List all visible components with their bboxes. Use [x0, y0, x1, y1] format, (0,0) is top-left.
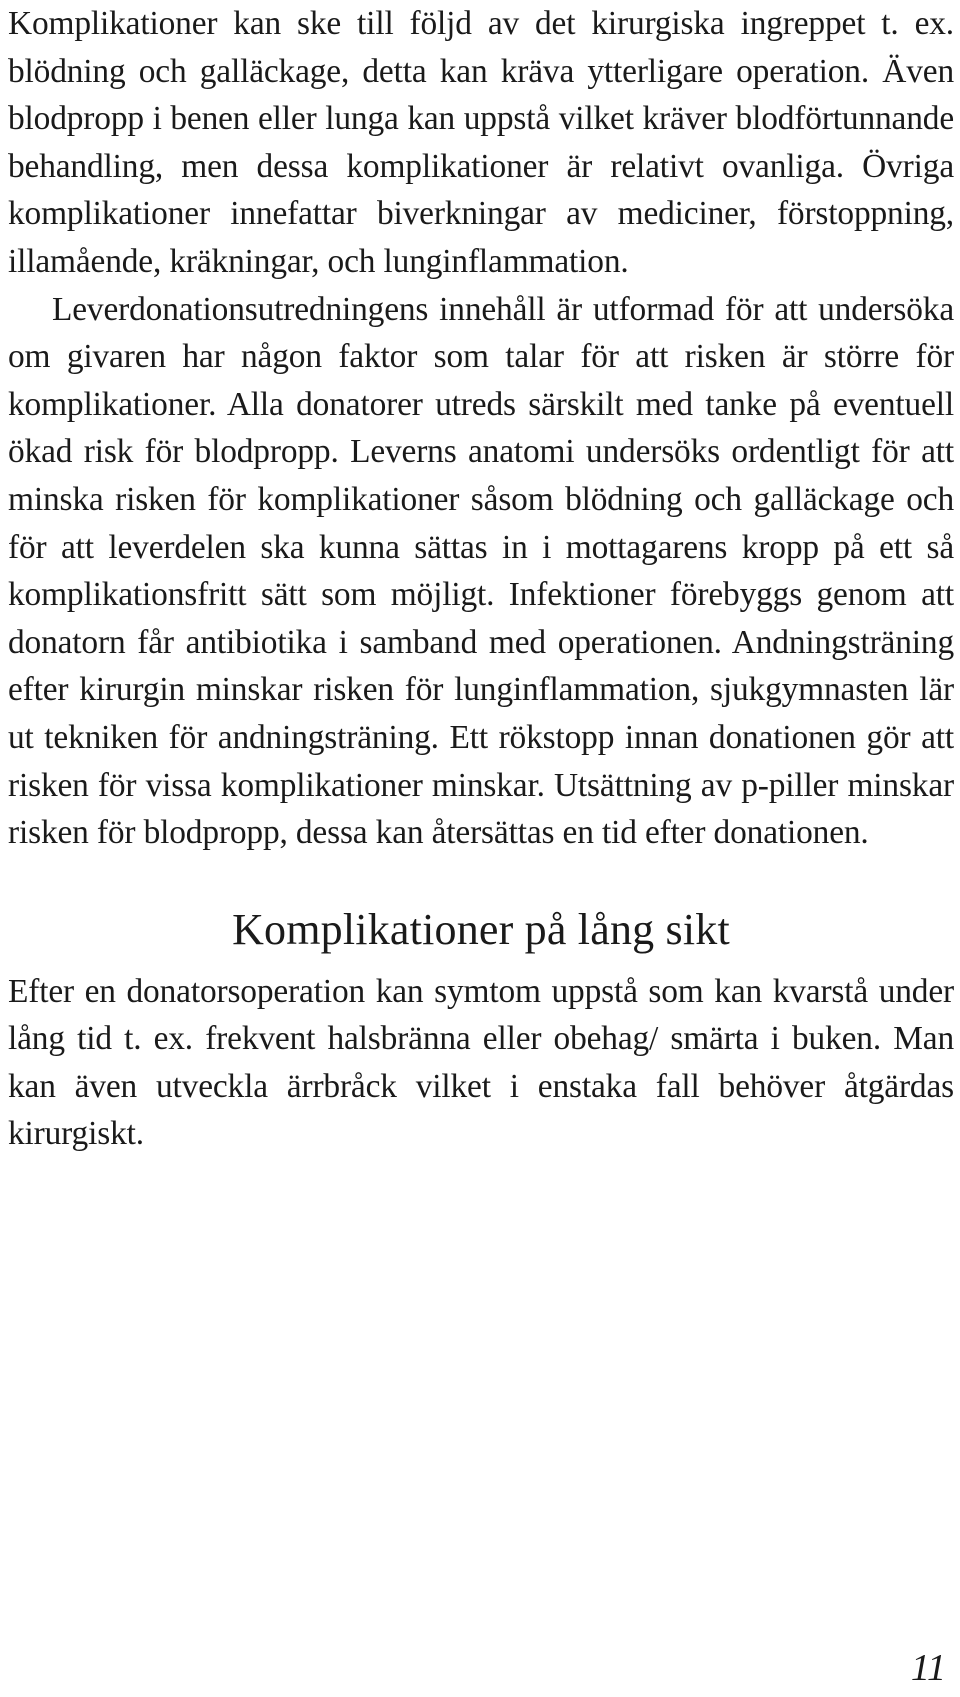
section-heading: Komplikationer på lång sikt	[232, 904, 730, 954]
paragraph-long-term: Efter en donatorsoperation kan symtom uppstå som kan kvarstå under lång tid t. ex. frekvent halsbränna eller obehag/ smärta i buken. Man kan även utveckla ärrbråck vilket i enstaka fall behöver åtgärdas kirurgiskt.	[8, 972, 954, 1153]
page-number: 11	[910, 1647, 946, 1689]
document-page	[8, 0, 954, 1158]
paragraph-complications: Komplikationer kan ske till följd av det kirurgiska ingreppet t. ex. blödning och galläckage, detta kan kräva ytterligare operation. Även blodpropp i benen eller lunga kan uppstå vilket kräver blodförtunnande behandling, men dessa komplikationer är relativt ovanliga. Övriga komplikationer innefattar biverkningar av mediciner, förstoppning, illamående, kräkningar, och lunginflammation.	[8, 5, 954, 280]
paragraph-investigation: Leverdonationsutredningens innehåll är utformad för att undersöka om givaren har någon faktor som talar för att risken är större för komplikationer. Alla donatorer utreds särskilt med tanke på eventuell ökad risk för blodpropp. Leverns anatomi undersöks ordentligt för att minska risken för komplikationer såsom blödning och galläckage och för att leverdelen ska kunna sättas in i mottagarens kropp på ett så komplikationsfritt sätt som möjligt. Infektioner förebyggs genom att donatorn får antibiotika i samband med operationen. Andningsträning efter kirurgin minskar risken för lunginflammation, sjukgymnasten lär ut tekniken för andningsträning. Ett rökstopp innan donationen gör att risken för vissa komplikationer minskar. Utsättning av p-piller minskar risken för blodpropp, dessa kan återsättas en tid efter donationen.	[8, 290, 954, 852]
